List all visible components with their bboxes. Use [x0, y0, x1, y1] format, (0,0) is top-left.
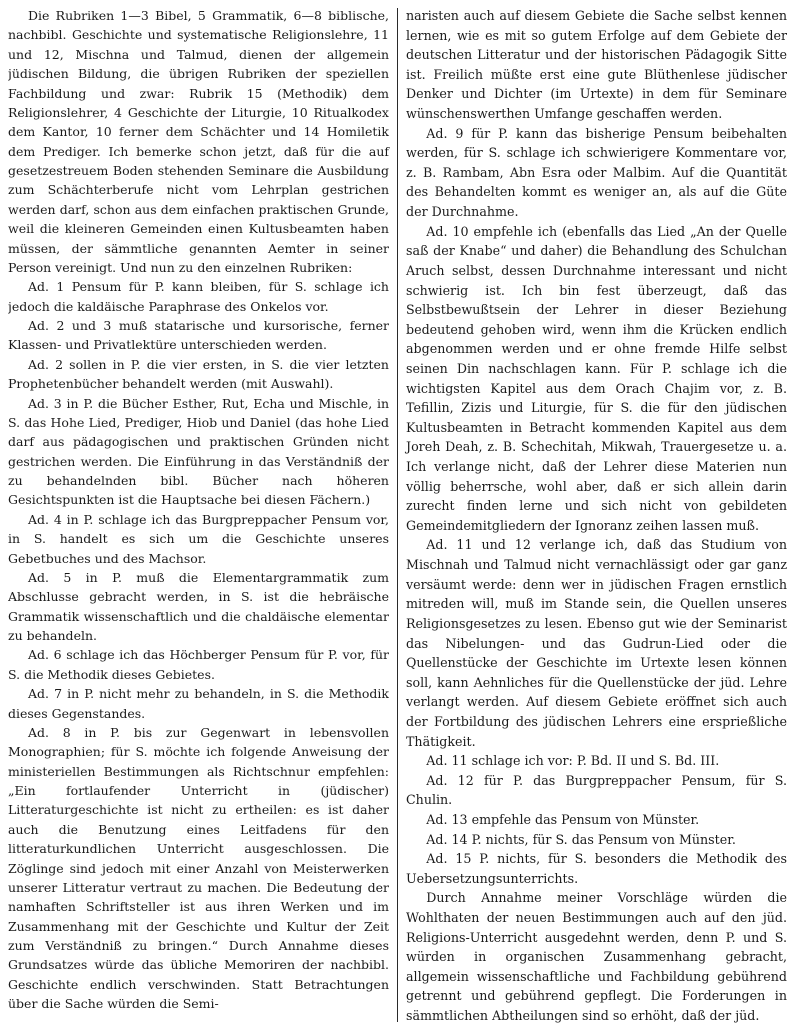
paragraph-p-ad8: Ad. 8 in P. bis zur Gegenwart in lebensvollen Monographien; für S. möchte ich folgende Anweisung der ministeriellen Bestimmungen als Richtschnur empfehlen: „Ein fortlaufender Unterricht in (jüdischer) Litteraturgeschichte ist nicht zu ertheilen: es ist daher auch die Benutzung eines Leitfadens für den litteraturkundlichen Unterricht ausgeschlossen. Die Zöglinge sind jedoch mit einer Anzahl von Meisterwerken unserer Litteratur vertraut zu machen. Die Bedeutung der namhaften Schriftsteller ist aus ihren Werken und im Zusammenhang mit der Geschichte und Kultur der Zeit zum Verständniß zu bringen.“ Durch Annahme dieses Grundsatzes würde das übliche Memoriren der nachbibl. Geschichte endlich verschwinden. Statt Betrachtungen über die Sache würden die Semi-: [8, 724, 389, 1012]
paragraph-p-ad14: Ad. 14 P. nichts, für S. das Pensum von Münster.: [426, 831, 736, 847]
paragraph-p-ad15: Ad. 15 P. nichts, für S. besonders die Methodik des Uebersetzungsunterrichts.: [406, 851, 787, 886]
paragraph-p-ad11-12: Ad. 11 und 12 verlange ich, daß das Studium von Mischnah und Talmud nicht vernachlässigt oder gar ganz versäumt werde: denn wer in jüdischen Fragen ernstlich mitreden will, muß im Stande sein, die Quellen unseres Religionsgesetzes zu lesen. Ebenso gut wie der Seminarist das Nibelungen- und das Gudrun-Lied oder die Quellenstücke der Geschichte im Urtexte lesen können soll, kann Aehnliches für die Quellenstücke der jüd. Lehre verlangt werden. Auf diesem Gebiete eröffnet sich auch der Fortbildung des jüdischen Lehrers eine ersprießliche Thätigkeit.: [406, 537, 787, 749]
right-column: [398, 6, 787, 1028]
paragraph-p-ad8-cont: naristen auch auf diesem Gebiete die Sache selbst kennen lernen, wie es mit so gutem Erfolge auf dem Gebiete der deutschen Litteratur und der historischen Pädagogik Sitte ist. Freilich müßte erst eine gute Blüthenlese jüdischer Denker und Dichter (im Urtexte) in dem für Seminare wünschenswerthen Umfange geschaffen werden.: [406, 8, 787, 122]
paragraph-p-ad13: Ad. 13 empfehle das Pensum von Münster.: [426, 811, 700, 827]
paragraph-p-ad2: Ad. 2 sollen in P. die vier ersten, in S. die vier letzten Prophetenbücher behandelt werden (mit Auswahl).: [8, 356, 389, 392]
paragraph-p-ad5: Ad. 5 in P. muß die Elementargrammatik zum Abschlusse gebracht werden, in S. ist die hebräische Grammatik wissenschaftlich und die chaldäische elementar zu behandeln.: [8, 569, 389, 643]
paragraph-p-ad6: Ad. 6 schlage ich das Höchberger Pensum für P. vor, für S. die Methodik dieses Gebietes.: [8, 647, 389, 682]
left-column: [8, 6, 397, 1028]
paragraph-p-ad10: Ad. 10 empfehle ich (ebenfalls das Lied „An der Quelle saß der Knabe“ und daher) die Behandlung des Schulchan Aruch selbst, dessen Durchnahme interessant und nicht schwierig ist. Ich bin fest überzeugt, daß das Selbstbewußtsein der Lehrer in dieser Beziehung bedeutend gehoben wird, wenn ihm die Krücken endlich abgenommen werden und er ohne fremde Hilfe selbst seinen Din nachschlagen kann. Für P. schlage ich die wichtigsten Kapitel aus dem Orach Chajim vor, z. B. Tefillin, Zizis und Liturgie, für S. die für den jüdischen Kultusbeamten in Betracht kommenden Kapitel aus dem Joreh Deah, z. B. Schechitah, Mikwah, Trauergesetze u. a. Ich verlange nicht, daß der Lehrer diese Materien nun völlig beherrsche, wohl aber, daß er sich allein darin zurecht finden lerne und sich nicht von gebildeten Gemeindemitgliedern der Ignoranz zeihen lassen muß.: [406, 223, 787, 533]
paragraph-p-ad4: Ad. 4 in P. schlage ich das Burgpreppacher Pensum vor, in S. handelt es sich um die Geschichte unseres Gebetbuches und des Machsor.: [8, 511, 389, 566]
paragraph-p-ad3: Ad. 3 in P. die Bücher Esther, Rut, Echa und Mischle, in S. das Hohe Lied, Prediger, Hiob und Daniel (das hohe Lied darf aus pädagogischen und praktischen Gründen nicht gestrichen werden. Die Einführung in das Verständniß der zu behandelnden bibl. Bücher nach höheren Gesichtspunkten ist die Hauptsache bei diesen Fächern.): [8, 395, 389, 508]
paragraph-p-intro: Die Rubriken 1—3 Bibel, 5 Grammatik, 6—8 biblische, nachbibl. Geschichte und systematische Religionslehre, 11 und 12, Mischna und Talmud, dienen der allgemein jüdischen Bildung, die übrigen Rubriken der speziellen Fachbildung und zwar: Rubrik 15 (Methodik) dem Religionslehrer, 4 Geschichte der Liturgie, 10 Ritualkodex dem Kantor, 10 ferner dem Schächter und 14 Homiletik dem Prediger. Ich bemerke schon jetzt, daß für die auf gesetzestreuem Boden stehenden Seminare die Ausbildung zum Schächterberufe nicht vom Lehrplan gestrichen werden darf, schon aus dem einfachen praktischen Grunde, weil die kleineren Gemeinden einen Kultusbeamten haben müssen, der sämmtliche genannten Aemter in seiner Person vereinigt. Und nun zu den einzelnen Rubriken:: [8, 8, 389, 275]
paragraph-p-ad7: Ad. 7 in P. nicht mehr zu behandeln, in S. die Methodik dieses Gegenstandes.: [8, 686, 389, 721]
paragraph-p-ad12: Ad. 12 für P. das Burgpreppacher Pensum, für S. Chulin.: [406, 772, 787, 808]
paragraph-p-ad11: Ad. 11 schlage ich vor: P. Bd. II und S. Bd. III.: [426, 753, 720, 769]
paragraph-p-conclusion: Durch Annahme meiner Vorschläge würden die Wohlthaten der neuen Bestimmungen auch auf den jüd. Religions-Unterricht ausgedehnt werden, denn P. und S. würden in organischen Zusammenhang gebracht, allgemein wissenschaftliche und Fachbildung gebührend getrennt und gebührend gepflegt. Die Forderungen in sämmtlichen Abtheilungen sind so erhöht, daß der jüd.: [406, 890, 787, 1024]
paragraph-p-ad1: Ad. 1 Pensum für P. kann bleiben, für S. schlage ich jedoch die kaldäische Paraphrase des Onkelos vor.: [8, 279, 389, 314]
paragraph-p-ad2-3: Ad. 2 und 3 muß statarische und kursorische, ferner Klassen- und Privatlektüre unterschieden werden.: [8, 318, 389, 353]
paragraph-p-ad9: Ad. 9 für P. kann das bisherige Pensum beibehalten werden, für S. schlage ich schwierigere Kommentare vor, z. B. Rambam, Abn Esra oder Malbim. Auf die Quantität des Behandelten kommt es weniger an, als auf die Güte der Durchnahme.: [406, 125, 787, 220]
